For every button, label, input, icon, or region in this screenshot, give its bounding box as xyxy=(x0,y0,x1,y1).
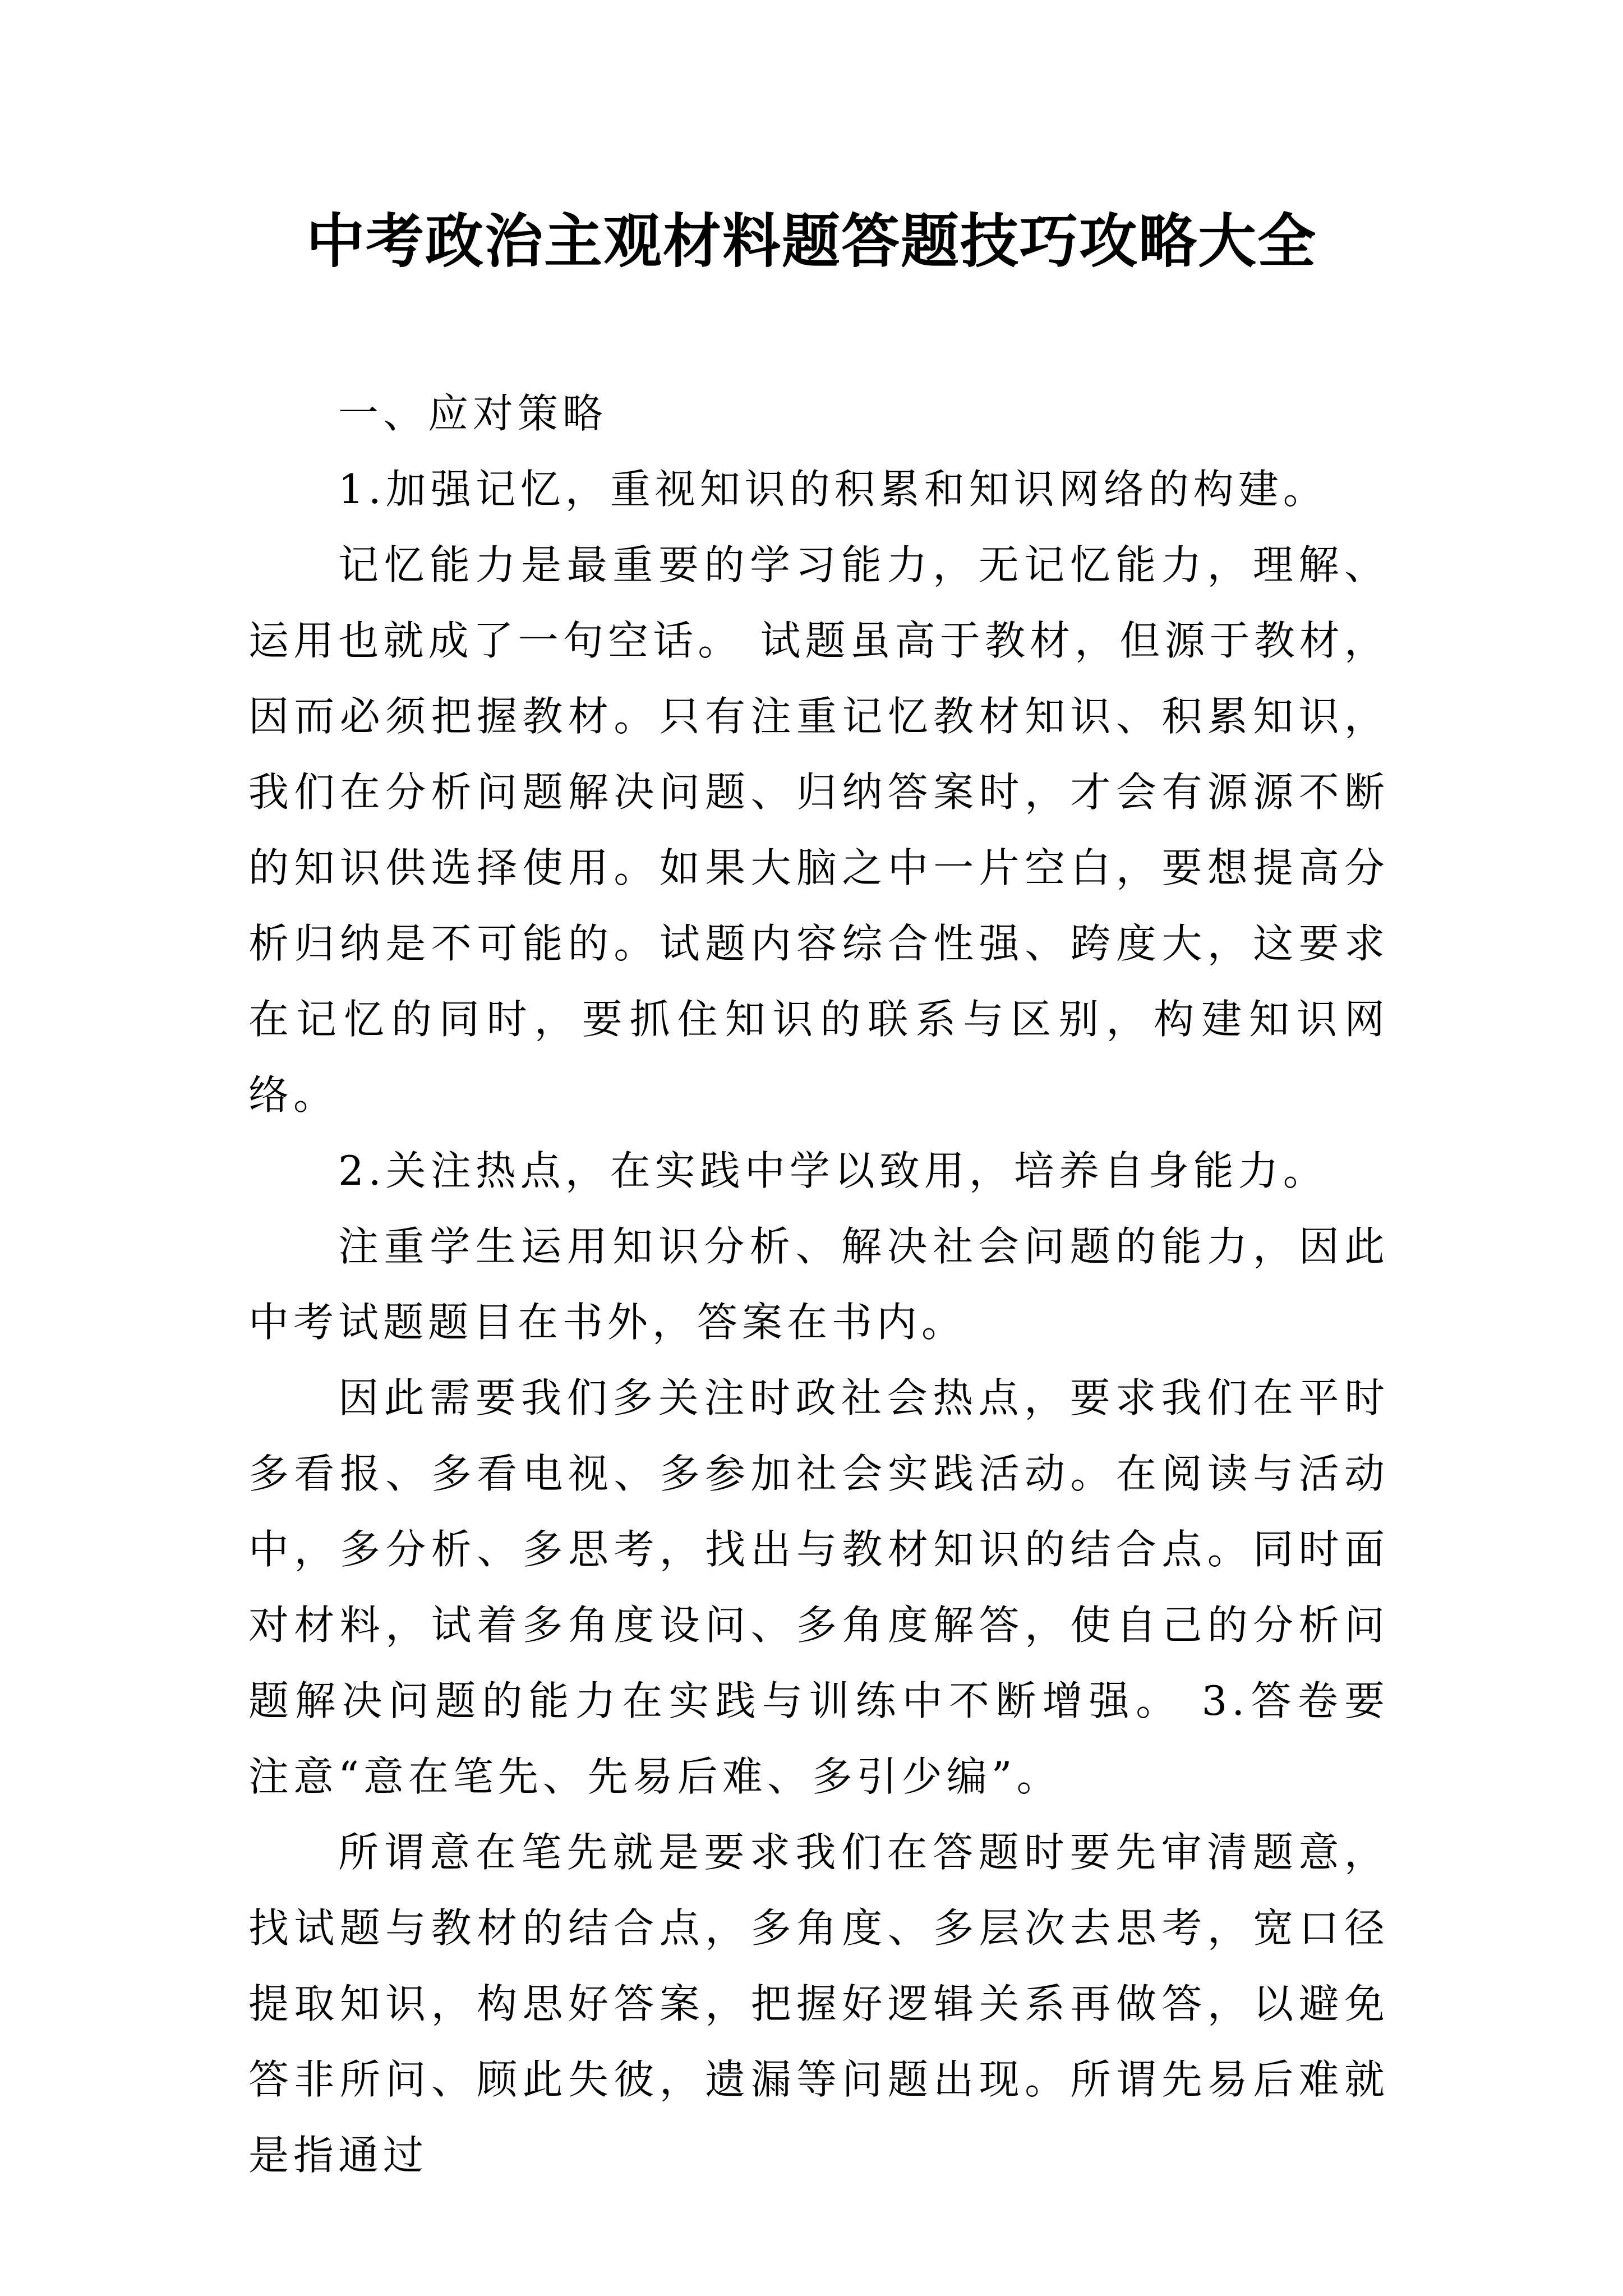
paragraph: 记忆能力是最重要的学习能力，无记忆能力，理解、运用也就成了一句空话。 试题虽高于教材，但源于教材，因而必须把握教材。只有注重记忆教材知识、积累知识，我们在分析问题解决问题、归纳答案时，才会有源源不断的知识供选择使用。如果大脑之中一片空白，要想提高分析归纳是不可能的。试题内容综合性强、跨度大，这要求在记忆的同时，要抓住知识的联系与区别，构建知识网络。 xyxy=(248,541,1389,1119)
paragraph: 所谓意在笔先就是要求我们在答题时要先审清题意，找试题与教材的结合点，多角度、多层次去思考，宽口径提取知识，构思好答案，把握好逻辑关系再做答，以避免答非所问、顾此失彼，遗漏等问题出现。所谓先易后难就是指通过 xyxy=(248,1829,1389,2179)
section-heading: 一、应对策略 xyxy=(338,390,608,437)
document-title: 中考政治主观材料题答题技巧攻略大全 xyxy=(306,206,1317,275)
paragraph: 因此需要我们多关注时政社会热点，要求我们在平时多看报、多看电视、多参加社会实践活动。在阅读与活动中，多分析、多思考，找出与教材知识的结合点。同时面对材料，试着多角度设问、多角度解答，使自己的分析问题解决问题的能力在实践与训练中不断增强。 3.答卷要注意“意在笔先、先易后难、多引少编”。 xyxy=(248,1374,1389,1800)
subheading-1: 1.加强记忆，重视知识的积累和知识网络的构建。 xyxy=(338,466,1328,513)
paragraph: 注重学生运用知识分析、解决社会问题的能力，因此中考试题题目在书外，答案在书内。 xyxy=(248,1223,1389,1346)
subheading-2: 2.关注热点，在实践中学以致用，培养自身能力。 xyxy=(338,1147,1328,1194)
document-body xyxy=(248,376,1389,2193)
